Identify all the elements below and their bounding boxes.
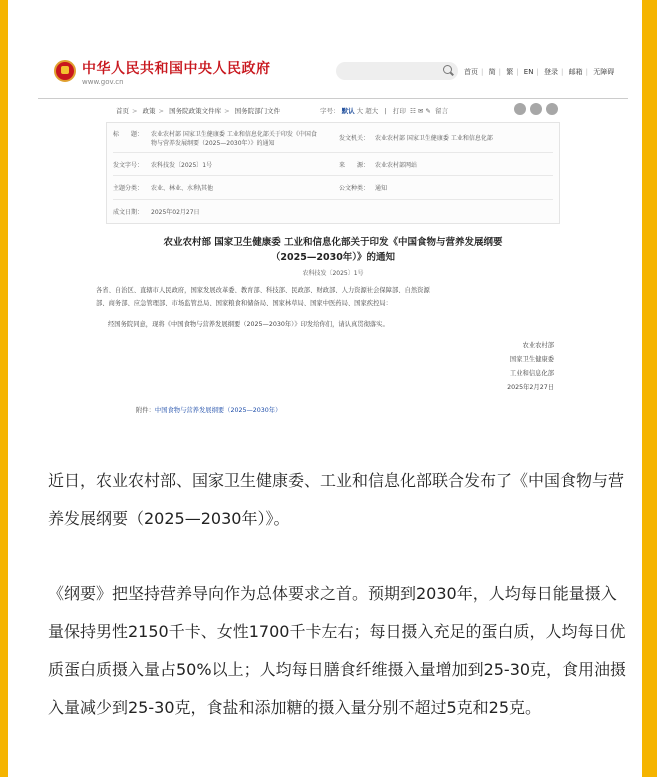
meta-date-value: 2025年02月27日 — [151, 209, 200, 216]
wechat-share-icon[interactable] — [530, 103, 542, 115]
meta-docno-label: 发文字号： — [113, 162, 144, 169]
meta-divider — [113, 175, 553, 176]
breadcrumb: 首页 > 政策 > 国务院政策文件库 > 国务院部门文件 — [116, 107, 281, 115]
signer: 国家卫生健康委 — [509, 356, 554, 363]
print-button[interactable]: 打印 — [392, 107, 406, 115]
document-recipients: 各省、自治区、直辖市人民政府，国家发展改革委、教育部、科技部、民政部、财政部、人力资源社会保障部、自然资源 — [96, 287, 430, 294]
document-number: 农科技发〔2025〕1号 — [302, 270, 364, 277]
meta-type-value: 通知 — [375, 185, 388, 192]
site-url: www.gov.cn — [82, 78, 124, 86]
national-emblem-icon — [54, 60, 76, 82]
meta-type-label: 公文种类： — [339, 185, 370, 192]
font-size-xlarge[interactable]: 超大 — [365, 107, 379, 115]
top-link-traditional[interactable]: 繁 — [506, 68, 514, 76]
top-link-home[interactable]: 首页 — [464, 68, 478, 76]
page-tools: 字号： 默认 大 超大 | 打印 ☷ ✉ ✎ 留言 — [320, 107, 448, 115]
attachment-label: 附件： — [136, 407, 155, 414]
breadcrumb-policy[interactable]: 政策 — [142, 107, 156, 115]
article-paragraph: 《纲要》把坚持营养导向作为总体要求之首。预期到2030年，人均每日能量摄入量保持男性2150千卡、女性1700千卡左右；每日摄入充足的蛋白质，人均每日优质蛋白质摄入量占50%以上；人均每日膳食纤维摄入量增加到25-30克，食用油摄入量减少到25-30克，食盐和添加糖的摄入量分别不超过5克和25克。 — [48, 584, 627, 717]
document-recipients-line2: 部、商务部、应急管理部、市场监管总局、国家粮食和储备局、国家林草局、国家中医药局、国家疾控局： — [96, 300, 392, 307]
meta-divider — [113, 199, 553, 200]
meta-title-value-line2: 物与营养发展纲要（2025—2030年）》的通知 — [151, 140, 275, 147]
top-link-english[interactable]: EN — [523, 68, 534, 76]
font-size-label: 字号： — [320, 107, 340, 115]
attachment-link[interactable]: 中国食物与营养发展纲要（2025—2030年） — [154, 407, 282, 414]
meta-title-label: 标 题： — [113, 131, 144, 138]
top-link-login[interactable]: 登录 — [544, 68, 559, 76]
meta-source-value: 农业农村部网站 — [375, 162, 418, 169]
meta-source-label: 来 源： — [339, 162, 370, 169]
sign-date: 2025年2月27日 — [507, 384, 554, 391]
breadcrumb-policy-library[interactable]: 国务院政策文件库 — [169, 107, 222, 115]
font-size-large[interactable]: 大 — [356, 107, 364, 115]
qzone-share-icon[interactable] — [546, 103, 558, 115]
search-input[interactable] — [336, 62, 458, 80]
signer: 农业农村部 — [522, 342, 554, 349]
comment-button[interactable]: 留言 — [434, 107, 448, 115]
gov-page-screenshot — [38, 40, 628, 435]
article-paragraph: 近日，农业农村部、国家卫生健康委、工业和信息化部联合发布了《中国食物与营养发展纲要（2025—2030年）》。 — [48, 471, 625, 528]
meta-title-value-line1: 农业农村部 国家卫生健康委 工业和信息化部关于印发《中国食 — [151, 131, 317, 138]
breadcrumb-home[interactable]: 首页 — [116, 107, 129, 115]
meta-topic-label: 主题分类： — [113, 185, 144, 192]
attachment — [136, 405, 281, 414]
top-link-mail[interactable]: 邮箱 — [568, 68, 583, 76]
breadcrumb-dept-docs[interactable]: 国务院部门文件 — [234, 107, 281, 115]
font-size-default[interactable]: 默认 — [341, 107, 355, 115]
article-card — [8, 0, 642, 777]
document-body: 经国务院同意，现将《中国食物与营养发展纲要（2025—2030年）》印发给你们，请认真贯彻落实。 — [108, 321, 389, 328]
weibo-share-icon[interactable] — [514, 103, 526, 115]
document-title: 农业农村部 国家卫生健康委 工业和信息化部关于印发《中国食物与营养发展纲要 — [163, 237, 503, 248]
document-metadata-table — [106, 122, 560, 224]
top-link-accessibility[interactable]: 无障碍 — [593, 68, 615, 76]
signer: 工业和信息化部 — [509, 370, 554, 377]
header-divider — [38, 98, 628, 99]
document-title-line2: （2025—2030年）》的通知 — [270, 252, 396, 263]
meta-date-label: 成文日期： — [113, 209, 144, 216]
meta-issuer-value: 农业农村部 国家卫生健康委 工业和信息化部 — [375, 135, 493, 142]
search-icon[interactable] — [443, 65, 452, 74]
meta-docno-value: 农科技发〔2025〕1号 — [151, 162, 213, 169]
top-link-simplified[interactable]: 简 — [488, 68, 496, 76]
site-title[interactable]: 中华人民共和国中央人民政府 — [82, 61, 271, 77]
top-links: 首页 | 简 | 繁 | EN | 登录 | 邮箱 | 无障碍 — [464, 68, 615, 76]
meta-topic-value: 农业、林业、水利\其他 — [151, 185, 214, 192]
meta-issuer-label: 发文机关： — [339, 135, 370, 142]
meta-divider — [113, 152, 553, 153]
